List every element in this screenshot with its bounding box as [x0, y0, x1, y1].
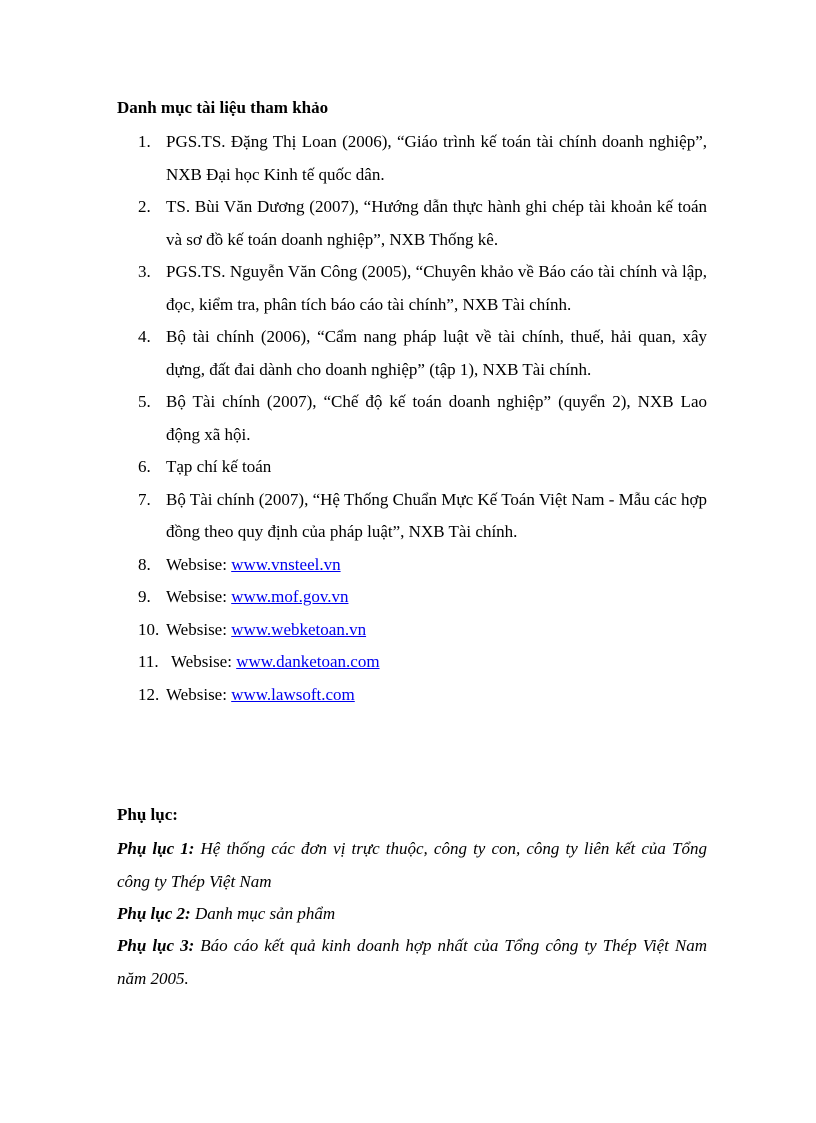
website-link-danketoan[interactable]: www.danketoan.com — [236, 652, 380, 671]
reference-text — [166, 549, 707, 582]
appendix-heading: Phụ lục: — [117, 805, 178, 824]
reference-number: 12. — [138, 684, 160, 704]
reference-text: PGS.TS. Đặng Thị Loan (2006), “Giáo trình kế toán tài chính doanh nghiệp”, NXB Đại học Kinh tế quốc dân. — [166, 132, 707, 184]
website-link-lawsoft[interactable]: www.lawsoft.com — [231, 684, 355, 704]
reference-item — [0, 191, 816, 256]
appendix-item — [117, 930, 707, 995]
reference-number: 4. — [138, 327, 151, 346]
reference-number: 1. — [138, 132, 151, 151]
reference-text: Tạp chí kế toán — [166, 457, 272, 476]
website-prefix: Websise: — [166, 587, 232, 606]
reference-item-website — [0, 646, 816, 679]
reference-text — [166, 581, 707, 614]
appendix-text: Danh mục sản phẩm — [190, 904, 336, 923]
reference-number: 3. — [138, 262, 151, 281]
website-prefix: Websise: — [166, 554, 232, 574]
reference-number: 11. — [138, 652, 159, 671]
reference-item — [0, 126, 816, 191]
reference-text — [171, 646, 712, 679]
reference-number: 2. — [138, 197, 151, 216]
reference-text: Bộ Tài chính (2007), “Hệ Thống Chuẩn Mực Kế Toán Việt Nam - Mẫu các hợp đồng theo quy định của pháp luật”, NXB Tài chính. — [166, 489, 707, 541]
appendix-text: Hệ thống các đơn vị trực thuộc, công ty con, công ty liên kết của Tổng công ty Thép Việt Nam — [117, 839, 707, 891]
appendix-item — [117, 833, 707, 898]
website-link-webketoan[interactable]: www.webketoan.vn — [231, 619, 367, 639]
website-prefix: Websise: — [166, 619, 232, 639]
reference-item-website — [0, 679, 816, 712]
website-link-mof[interactable]: www.mof.gov.vn — [231, 587, 349, 606]
appendix-item — [117, 898, 707, 931]
reference-number: 7. — [138, 489, 151, 509]
reference-number: 6. — [138, 457, 151, 476]
appendix-text: Báo cáo kết quả kinh doanh hợp nhất của Tổng công ty Thép Việt Nam năm 2005. — [117, 936, 707, 988]
reference-text: Bộ Tài chính (2007), “Chế độ kế toán doanh nghiệp” (quyển 2), NXB Lao động xã hội. — [166, 392, 707, 444]
reference-item-website — [0, 549, 816, 582]
appendix-label: Phụ lục 2: — [117, 904, 191, 923]
reference-item-website — [0, 581, 816, 614]
reference-item — [0, 484, 816, 549]
reference-item-website — [0, 614, 816, 647]
reference-item — [0, 256, 816, 321]
reference-text — [166, 679, 707, 712]
reference-text: PGS.TS. Nguyễn Văn Công (2005), “Chuyên khảo về Báo cáo tài chính và lập, đọc, kiểm tra, phân tích báo cáo tài chính”, NXB Tài chính. — [166, 262, 707, 314]
reference-text: Bộ tài chính (2006), “Cẩm nang pháp luật về tài chính, thuế, hải quan, xây dựng, đất đai dành cho doanh nghiệp” (tập 1), NXB Tài chính. — [166, 327, 707, 379]
website-link-vnsteel[interactable]: www.vnsteel.vn — [231, 554, 341, 574]
reference-number: 9. — [138, 587, 151, 606]
reference-number: 10. — [138, 619, 160, 639]
appendix-label: Phụ lục 1: — [117, 839, 195, 858]
references-list — [0, 126, 816, 711]
website-prefix: Websise: — [171, 652, 237, 671]
website-prefix: Websise: — [166, 684, 232, 704]
reference-text — [166, 614, 707, 647]
reference-number: 5. — [138, 392, 151, 411]
reference-item — [0, 321, 816, 386]
references-heading: Danh mục tài liệu tham khảo — [117, 98, 329, 117]
reference-number: 8. — [138, 554, 151, 574]
reference-item — [0, 386, 816, 451]
appendix-label: Phụ lục 3: — [117, 936, 195, 955]
reference-item — [0, 451, 816, 484]
reference-text: TS. Bùi Văn Dương (2007), “Hướng dẫn thực hành ghi chép tài khoản kế toán và sơ đồ kế toán doanh nghiệp”, NXB Thống kê. — [166, 197, 707, 249]
